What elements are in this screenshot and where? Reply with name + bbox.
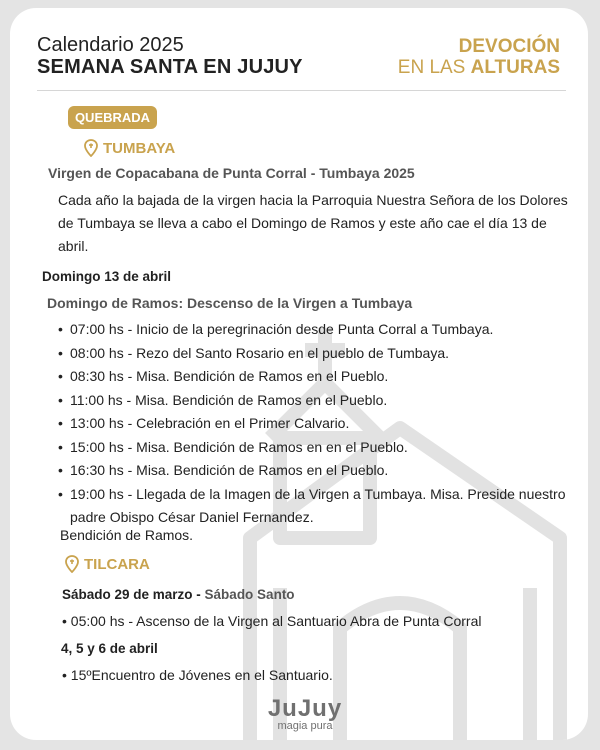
schedule-item: • 19:00 hs - Llegada de la Imagen de la Virgen a Tumbaya. Misa. Preside nuestro padre Obispo César Daniel Fernandez. — [58, 483, 578, 530]
header-title-block — [37, 34, 303, 78]
location-tilcara — [64, 555, 150, 573]
location-tumbaya — [83, 139, 175, 157]
schedule-item: • 07:00 hs - Inicio de la peregrinación desde Punta Corral a Tumbaya. — [58, 318, 578, 342]
header-divider — [37, 90, 566, 91]
location-pin-icon — [83, 139, 99, 157]
header-event-name: SEMANA SANTA EN JUJUY — [37, 56, 303, 78]
schedule-item: • 08:30 hs - Misa. Bendición de Ramos en el Pueblo. — [58, 365, 578, 389]
tilcara-day1-name: Sábado Santo — [204, 587, 295, 602]
location-name: TUMBAYA — [103, 139, 176, 157]
jujuy-logo — [260, 695, 350, 732]
tilcara-day1-item: • 05:00 hs - Ascenso de la Virgen al Santuario Abra de Punta Corral — [62, 613, 482, 629]
tilcara-day2-item-text: 15ºEncuentro de Jóvenes en el Santuario. — [70, 667, 333, 683]
slogan-line2-b: ALTURAS — [470, 57, 560, 78]
program-title: Domingo de Ramos: Descenso de la Virgen a Tumbaya — [47, 295, 413, 311]
logo-wordmark: JuJuy — [267, 695, 343, 722]
schedule-list — [58, 318, 578, 530]
header-slogan — [398, 36, 560, 78]
schedule-item: • 11:00 hs - Misa. Bendición de Ramos en el Pueblo. — [58, 389, 578, 413]
region-badge: QUEBRADA — [68, 106, 157, 129]
logo-tagline: magia pura — [277, 720, 333, 732]
schedule-item: • 08:00 hs - Rezo del Santo Rosario en el pueblo de Tumbaya. — [58, 342, 578, 366]
slogan-line2-a: EN LAS — [397, 57, 471, 78]
schedule-item: • 16:30 hs - Misa. Bendición de Ramos en el Pueblo. — [58, 459, 578, 483]
schedule-item: • 15:00 hs - Misa. Bendición de Ramos en en el Pueblo. — [58, 436, 578, 460]
tilcara-day2-item: • 15ºEncuentro de Jóvenes en el Santuario. — [62, 667, 333, 683]
event-title: Virgen de Copacabana de Punta Corral - Tumbaya 2025 — [48, 165, 415, 181]
tilcara-day2: 4, 5 y 6 de abril — [61, 641, 158, 656]
calendar-card — [10, 8, 588, 740]
event-description: Cada año la bajada de la virgen hacia la Parroquia Nuestra Señora de los Dolores de Tumbaya se lleva a cabo el Domingo de Ramos y este año cae el día 13 de abril. — [58, 192, 568, 254]
tilcara-day1-item-text: 05:00 hs - Ascenso de la Virgen al Santuario Abra de Punta Corral — [70, 613, 482, 629]
slogan-line2 — [398, 57, 560, 78]
tilcara-day1 — [62, 587, 295, 602]
location-name: TILCARA — [84, 555, 150, 573]
location-pin-icon — [64, 555, 80, 573]
schedule-closing: Bendición de Ramos. — [60, 527, 194, 543]
tilcara-day1-date: Sábado 29 de marzo - — [62, 587, 205, 602]
header-calendar-year: Calendario 2025 — [37, 34, 184, 56]
slogan-line1: DEVOCIÓN — [458, 36, 560, 57]
schedule-item: • 13:00 hs - Celebración en el Primer Calvario. — [58, 412, 578, 436]
event-day: Domingo 13 de abril — [42, 269, 172, 284]
